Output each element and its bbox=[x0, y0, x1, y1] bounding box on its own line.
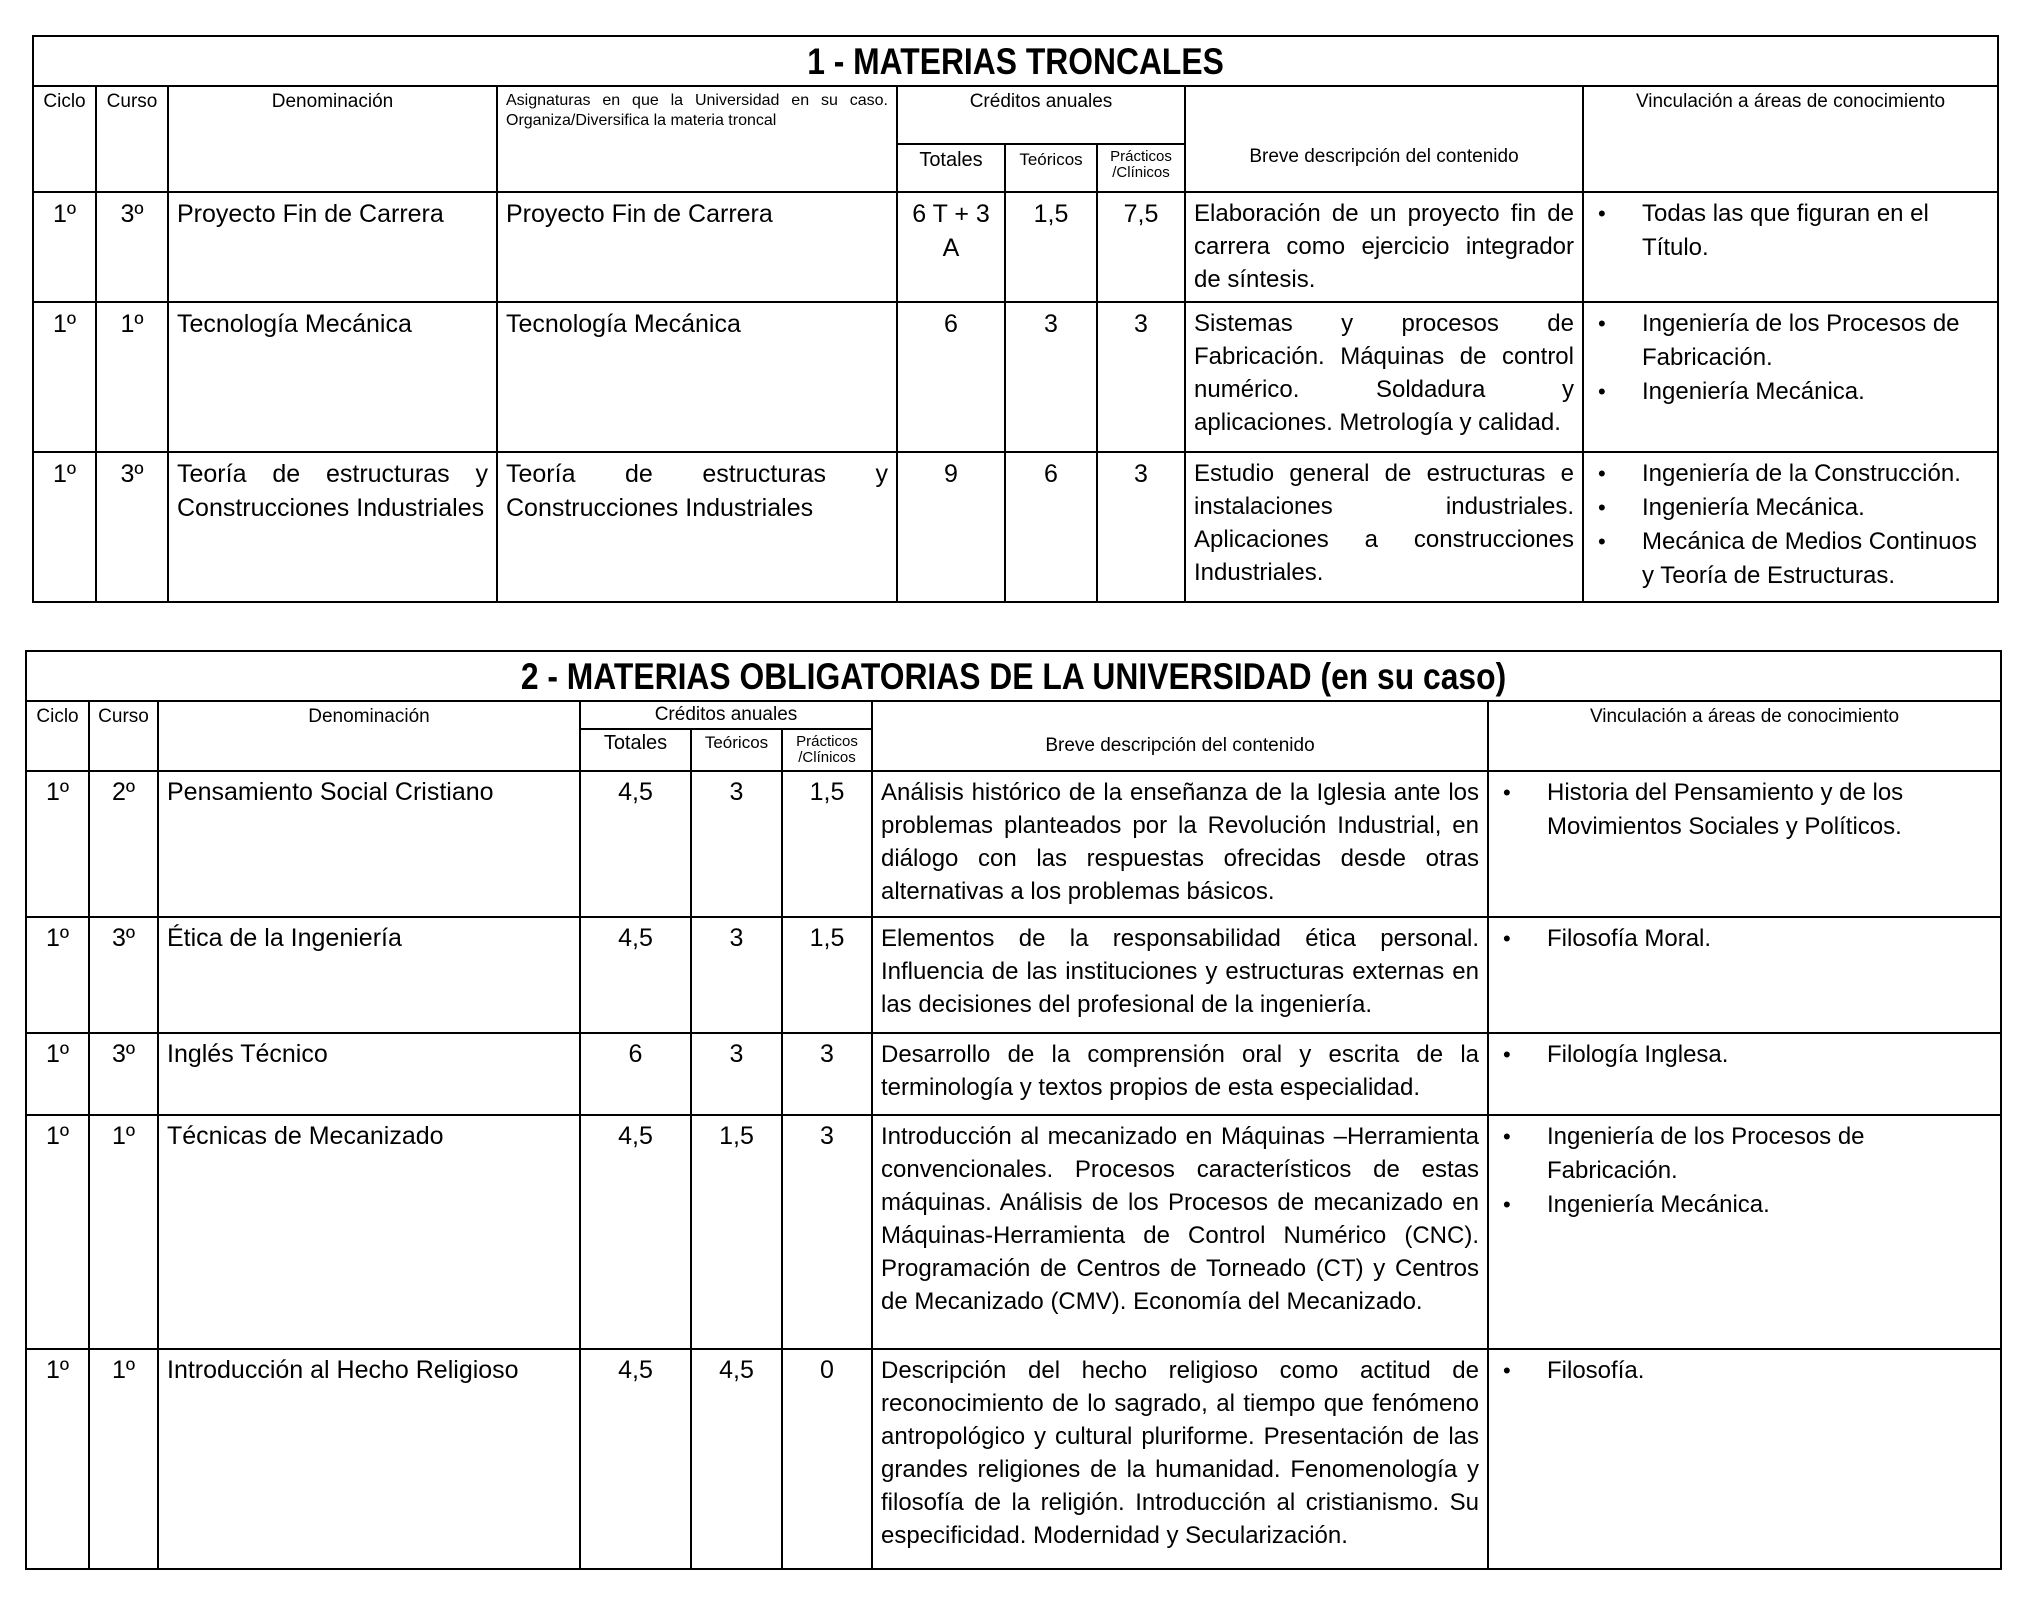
cell-curso: 1º bbox=[89, 1349, 158, 1569]
header-vinculacion: Vinculación a áreas de conocimiento bbox=[1583, 86, 1998, 192]
header-totales: Totales bbox=[897, 144, 1005, 192]
header-asignaturas: Asignaturas en que la Universidad en su caso. Organiza/Diversifica la materia troncal bbox=[497, 86, 897, 192]
area-item: • Mecánica de Medios Continuos y Teoría de Estructuras. bbox=[1592, 525, 1989, 593]
cell-practicos: 3 bbox=[1097, 302, 1185, 452]
cell-ciclo: 1º bbox=[26, 1033, 89, 1115]
cell-totales: 4,5 bbox=[580, 1115, 691, 1349]
header-curso: Curso bbox=[89, 701, 158, 771]
table-row bbox=[26, 771, 2001, 917]
cell-areas bbox=[1583, 452, 1998, 602]
area-item: • Filología Inglesa. bbox=[1497, 1038, 1992, 1072]
table-row bbox=[26, 917, 2001, 1033]
cell-ciclo: 1º bbox=[26, 1115, 89, 1349]
cell-descripcion: Elaboración de un proyecto fin de carrera como ejercicio integrador de síntesis. bbox=[1185, 192, 1583, 302]
cell-ciclo: 1º bbox=[33, 302, 96, 452]
header-practicos: Prácticos /Clínicos bbox=[1097, 144, 1185, 192]
section-obligatorias bbox=[25, 650, 2000, 1585]
cell-practicos: 1,5 bbox=[782, 917, 872, 1033]
table-row bbox=[26, 1349, 2001, 1569]
header-ciclo: Ciclo bbox=[26, 701, 89, 771]
header-teoricos: Teóricos bbox=[1005, 144, 1097, 192]
section-troncales bbox=[32, 35, 1997, 610]
cell-areas bbox=[1488, 1349, 2001, 1569]
cell-denominacion: Técnicas de Mecanizado bbox=[158, 1115, 580, 1349]
cell-denominacion: Pensamiento Social Cristiano bbox=[158, 771, 580, 917]
cell-practicos: 3 bbox=[782, 1033, 872, 1115]
cell-areas bbox=[1488, 1033, 2001, 1115]
cell-descripcion: Estudio general de estructuras e instalaciones industriales. Aplicaciones a construcciones Industriales. bbox=[1185, 452, 1583, 602]
cell-areas bbox=[1488, 1115, 2001, 1349]
cell-totales: 6 bbox=[580, 1033, 691, 1115]
area-item: • Historia del Pensamiento y de los Movimientos Sociales y Políticos. bbox=[1497, 776, 1992, 844]
obligatorias-table bbox=[25, 700, 2002, 1570]
section-title-box bbox=[25, 650, 2002, 702]
cell-practicos: 1,5 bbox=[782, 771, 872, 917]
cell-denominacion: Ética de la Ingeniería bbox=[158, 917, 580, 1033]
cell-teoricos: 3 bbox=[691, 1033, 782, 1115]
cell-teoricos: 4,5 bbox=[691, 1349, 782, 1569]
cell-curso: 2º bbox=[89, 771, 158, 917]
cell-areas bbox=[1583, 302, 1998, 452]
header-curso: Curso bbox=[96, 86, 168, 192]
cell-denominacion: Teoría de estructuras y Construcciones Industriales bbox=[168, 452, 497, 602]
cell-totales: 6 bbox=[897, 302, 1005, 452]
cell-areas bbox=[1488, 771, 2001, 917]
cell-curso: 3º bbox=[96, 192, 168, 302]
cell-practicos: 3 bbox=[1097, 452, 1185, 602]
table-row bbox=[26, 1115, 2001, 1349]
area-item: • Ingeniería de los Procesos de Fabricación. bbox=[1497, 1120, 1992, 1188]
cell-denominacion: Proyecto Fin de Carrera bbox=[168, 192, 497, 302]
area-item: • Ingeniería Mecánica. bbox=[1497, 1188, 1992, 1222]
cell-totales: 4,5 bbox=[580, 771, 691, 917]
area-item: • Ingeniería Mecánica. bbox=[1592, 375, 1989, 409]
cell-asignatura: Tecnología Mecánica bbox=[497, 302, 897, 452]
table-row bbox=[33, 452, 1998, 602]
cell-denominacion: Tecnología Mecánica bbox=[168, 302, 497, 452]
section-title: 1 - MATERIAS TRONCALES bbox=[807, 41, 1224, 82]
header-vinculacion: Vinculación a áreas de conocimiento bbox=[1488, 701, 2001, 771]
area-item: • Filosofía Moral. bbox=[1497, 922, 1992, 956]
header-creditos: Créditos anuales bbox=[580, 701, 872, 729]
cell-areas bbox=[1488, 917, 2001, 1033]
table-row bbox=[26, 1033, 2001, 1115]
cell-curso: 3º bbox=[89, 917, 158, 1033]
cell-totales: 6 T + 3 A bbox=[897, 192, 1005, 302]
cell-descripcion: Análisis histórico de la enseñanza de la Iglesia ante los problemas planteados por la Revolución Industrial, en diálogo con las respuestas ofrecidas desde otras alternativas a los problemas básicos. bbox=[872, 771, 1488, 917]
cell-curso: 3º bbox=[89, 1033, 158, 1115]
header-ciclo: Ciclo bbox=[33, 86, 96, 192]
cell-teoricos: 1,5 bbox=[1005, 192, 1097, 302]
troncales-table bbox=[32, 85, 1999, 603]
header-descripcion: Breve descripción del contenido bbox=[1185, 86, 1583, 192]
header-practicos: Prácticos /Clínicos bbox=[782, 729, 872, 771]
table-row bbox=[33, 192, 1998, 302]
cell-practicos: 0 bbox=[782, 1349, 872, 1569]
cell-ciclo: 1º bbox=[26, 771, 89, 917]
cell-denominacion: Inglés Técnico bbox=[158, 1033, 580, 1115]
cell-curso: 1º bbox=[89, 1115, 158, 1349]
area-item: • Ingeniería de los Procesos de Fabricación. bbox=[1592, 307, 1989, 375]
cell-teoricos: 1,5 bbox=[691, 1115, 782, 1349]
cell-teoricos: 3 bbox=[691, 917, 782, 1033]
cell-teoricos: 3 bbox=[691, 771, 782, 917]
cell-ciclo: 1º bbox=[26, 917, 89, 1033]
cell-curso: 3º bbox=[96, 452, 168, 602]
cell-descripcion: Elementos de la responsabilidad ética personal. Influencia de las instituciones y estructuras externas en las decisiones del profesional de la ingeniería. bbox=[872, 917, 1488, 1033]
cell-curso: 1º bbox=[96, 302, 168, 452]
cell-descripcion: Introducción al mecanizado en Máquinas –Herramienta convencionales. Procesos característicos de estas máquinas. Análisis de los Procesos de mecanizado en Máquinas-Herramienta de Control Numérico (CNC). Programación de Centros de Torneado (CT) y Centros de Mecanizado (CMV). Economía del Mecanizado. bbox=[872, 1115, 1488, 1349]
header-denominacion: Denominación bbox=[168, 86, 497, 192]
header-creditos: Créditos anuales bbox=[897, 86, 1185, 144]
cell-asignatura: Proyecto Fin de Carrera bbox=[497, 192, 897, 302]
cell-descripcion: Sistemas y procesos de Fabricación. Máquinas de control numérico. Soldadura y aplicaciones. Metrología y calidad. bbox=[1185, 302, 1583, 452]
area-item: • Filosofía. bbox=[1497, 1354, 1992, 1388]
area-item: • Todas las que figuran en el Título. bbox=[1592, 197, 1989, 265]
cell-denominacion: Introducción al Hecho Religioso bbox=[158, 1349, 580, 1569]
section-title: 2 - MATERIAS OBLIGATORIAS DE LA UNIVERSIDAD (en su caso) bbox=[520, 656, 1507, 697]
cell-totales: 9 bbox=[897, 452, 1005, 602]
cell-ciclo: 1º bbox=[26, 1349, 89, 1569]
cell-teoricos: 6 bbox=[1005, 452, 1097, 602]
cell-descripcion: Descripción del hecho religioso como actitud de reconocimiento de lo sagrado, al tiempo que fenómeno antropológico y cultural pluriforme. Presentación de las grandes religiones de la humanidad. Fenomenología y filosofía de la religión. Introducción al cristianismo. Su especificidad. Modernidad y Secularización. bbox=[872, 1349, 1488, 1569]
cell-practicos: 3 bbox=[782, 1115, 872, 1349]
cell-totales: 4,5 bbox=[580, 917, 691, 1033]
area-item: • Ingeniería de la Construcción. bbox=[1592, 457, 1989, 491]
area-item: • Ingeniería Mecánica. bbox=[1592, 491, 1989, 525]
header-teoricos: Teóricos bbox=[691, 729, 782, 771]
cell-descripcion: Desarrollo de la comprensión oral y escrita de la terminología y textos propios de esta especialidad. bbox=[872, 1033, 1488, 1115]
header-denominacion: Denominación bbox=[158, 701, 580, 771]
cell-teoricos: 3 bbox=[1005, 302, 1097, 452]
section-title-box bbox=[32, 35, 1999, 87]
header-descripcion: Breve descripción del contenido bbox=[872, 701, 1488, 771]
cell-asignatura: Teoría de estructuras y Construcciones Industriales bbox=[497, 452, 897, 602]
cell-ciclo: 1º bbox=[33, 452, 96, 602]
cell-totales: 4,5 bbox=[580, 1349, 691, 1569]
header-totales: Totales bbox=[580, 729, 691, 771]
cell-ciclo: 1º bbox=[33, 192, 96, 302]
cell-areas bbox=[1583, 192, 1998, 302]
cell-practicos: 7,5 bbox=[1097, 192, 1185, 302]
table-row bbox=[33, 302, 1998, 452]
